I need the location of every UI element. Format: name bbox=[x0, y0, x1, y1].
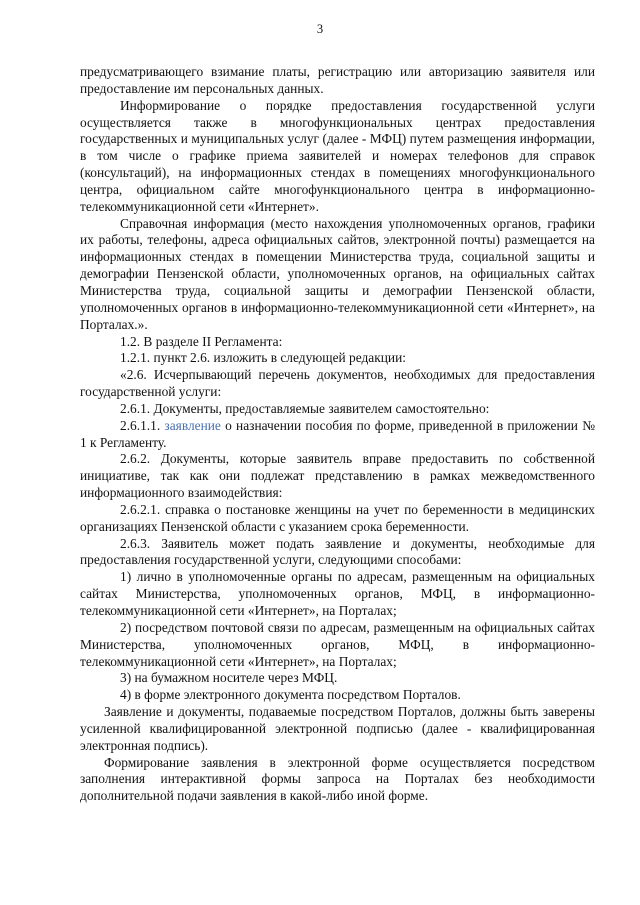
paragraph-7: 2.6.1. Документы, предоставляемые заявителем самостоятельно: bbox=[120, 400, 490, 416]
paragraph-5: 1.2.1. пункт 2.6. изложить в следующей редакции: bbox=[120, 350, 406, 366]
paragraph-16: Заявление и документы, подаваемые посредством Порталов, должны быть заверены усиленной квалифицированной электронной подписью (далее - квалифицированная электронная подпись). bbox=[80, 704, 595, 753]
paragraph-3: Справочная информация (место нахождения уполномоченных органов, графики их работы, телефоны, адреса официальных сайтов, электронной почты) размещается на информационных стендах в помещении Министерства труда, социальной защиты и демографии Пензенской области, уполномоченных органов, на официальных сайтах Министерства труда, социальной защиты и демографии Пензенской области, уполномоченных органов в информационно-телекоммуникационной сети «Интернет», на Порталах.». bbox=[80, 215, 595, 332]
paragraph-15: 4) в форме электронного документа посредством Порталов. bbox=[120, 687, 461, 703]
paragraph-17: Формирование заявления в электронной форме осуществляется посредством заполнения интерактивной формы запроса на Порталах без необходимости дополнительной подачи заявления в какой-либо иной форме. bbox=[80, 754, 595, 804]
paragraph-10: 2.6.2.1. справка о постановке женщины на учет по беременности в медицинских организациях Пензенской области с указанием срока беременности. bbox=[80, 501, 595, 534]
paragraph-8-prefix: 2.6.1.1. bbox=[120, 417, 165, 433]
paragraph-9: 2.6.2. Документы, которые заявитель вправе предоставить по собственной инициативе, так как они подлежат представлению в рамках межведомственного информационного взаимодействия: bbox=[80, 451, 595, 501]
page-number: 3 bbox=[316, 22, 324, 36]
document-body bbox=[80, 64, 595, 805]
paragraph-4: 1.2. В разделе II Регламента: bbox=[120, 333, 283, 349]
paragraph-13: 2) посредством почтовой связи по адресам, размещенным на официальных сайтах Министерства, уполномоченных органов, МФЦ, в информационно-телекоммуникационной сети «Интернет», на Порталах; bbox=[80, 619, 595, 669]
paragraph-12: 1) лично в уполномоченные органы по адресам, размещенным на официальных сайтах Министерства, уполномоченных органов, МФЦ, в информационно-телекоммуникационной сети «Интернет», на Порталах; bbox=[80, 569, 595, 618]
application-link[interactable]: заявление bbox=[164, 417, 221, 433]
paragraph-8 bbox=[80, 418, 595, 452]
paragraph-8-rest: о назначении пособия по форме, приведенной в приложении № 1 к Регламенту. bbox=[80, 417, 595, 450]
paragraph-14: 3) на бумажном носителе через МФЦ. bbox=[120, 670, 338, 686]
paragraph-2: Информирование о порядке предоставления государственной услуги осуществляется также в многофункциональных центрах предоставления государственных и муниципальных услуг (далее - МФЦ) путем размещения информации, в том числе о графике приема заявителей и номерах телефонов для справок (консультаций), на информационных стендах в помещениях многофункционального центра, официальном сайте многофункционального центра в информационно-телекоммуникационной сети «Интернет». bbox=[80, 97, 595, 214]
paragraph-11: 2.6.3. Заявитель может подать заявление и документы, необходимые для предоставления государственной услуги, следующими способами: bbox=[80, 535, 595, 568]
paragraph-1: предусматривающего взимание платы, регистрацию или авторизацию заявителя или предоставление им персональных данных. bbox=[80, 64, 595, 96]
paragraph-6: «2.6. Исчерпывающий перечень документов, необходимых для предоставления государственной услуги: bbox=[80, 367, 595, 400]
